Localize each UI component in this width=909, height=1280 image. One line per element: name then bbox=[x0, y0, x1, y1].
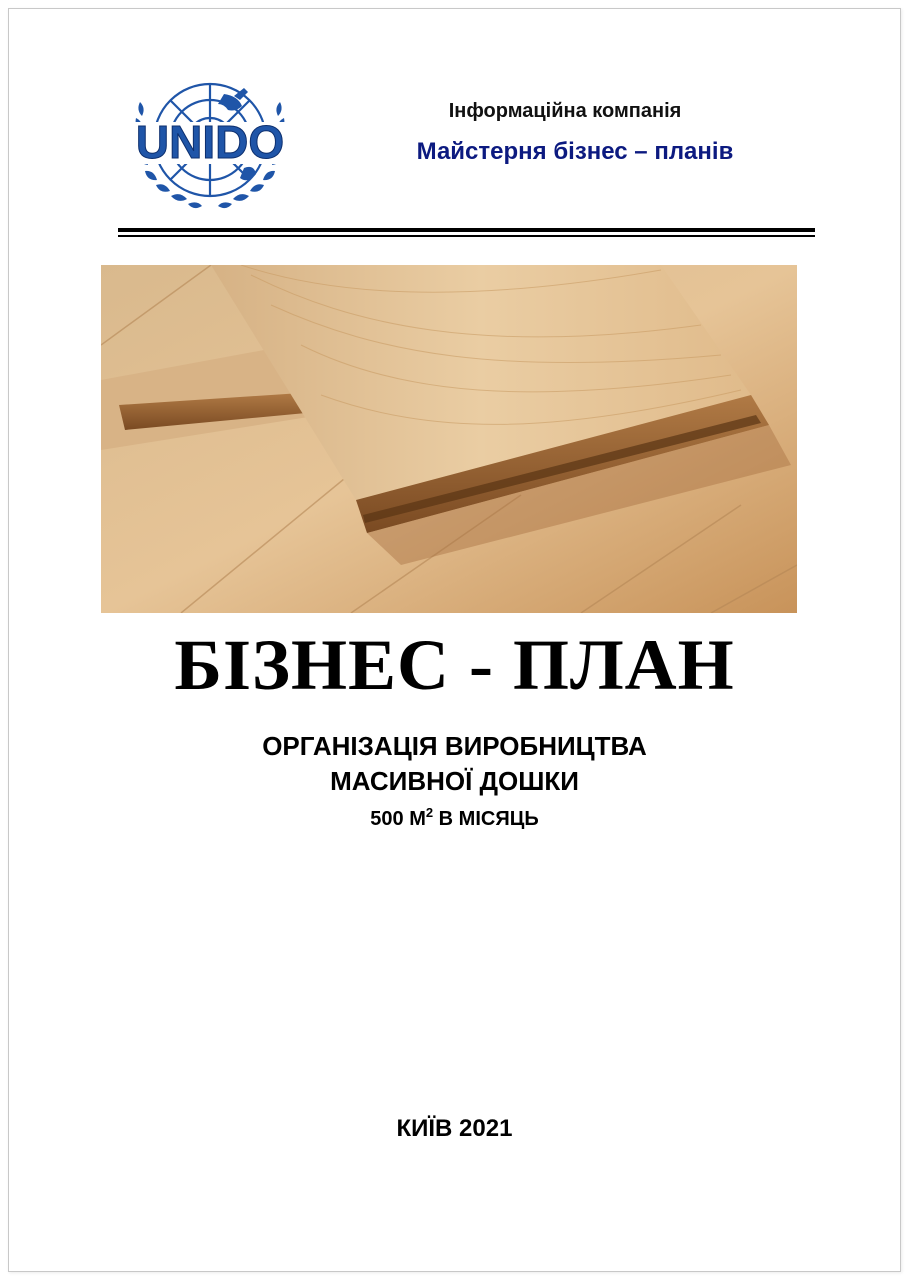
company-name: Майстерня бізнес – планів bbox=[416, 138, 734, 165]
header-divider-thick bbox=[118, 228, 815, 232]
production-capacity bbox=[0, 805, 909, 831]
subtitle-line-2: МАСИВНОЇ ДОШКИ bbox=[330, 766, 579, 796]
city-year: КИЇВ 2021 bbox=[396, 1115, 513, 1142]
wooden-planks-photo bbox=[101, 265, 797, 613]
company-type-label: Інформаційна компанія bbox=[448, 100, 682, 122]
subtitle-line-1: ОРГАНІЗАЦІЯ ВИРОБНИЦТВА bbox=[262, 731, 647, 761]
header-divider-thin bbox=[118, 235, 815, 237]
unido-logo bbox=[126, 72, 294, 222]
svg-text:UNIDO: UNIDO bbox=[135, 116, 285, 168]
capacity-prefix: 500 М bbox=[370, 808, 426, 830]
document-title: БІЗНЕС - ПЛАН bbox=[174, 625, 735, 705]
capacity-suffix: В МІСЯЦЬ bbox=[433, 808, 539, 830]
capacity-superscript: 2 bbox=[425, 805, 434, 820]
